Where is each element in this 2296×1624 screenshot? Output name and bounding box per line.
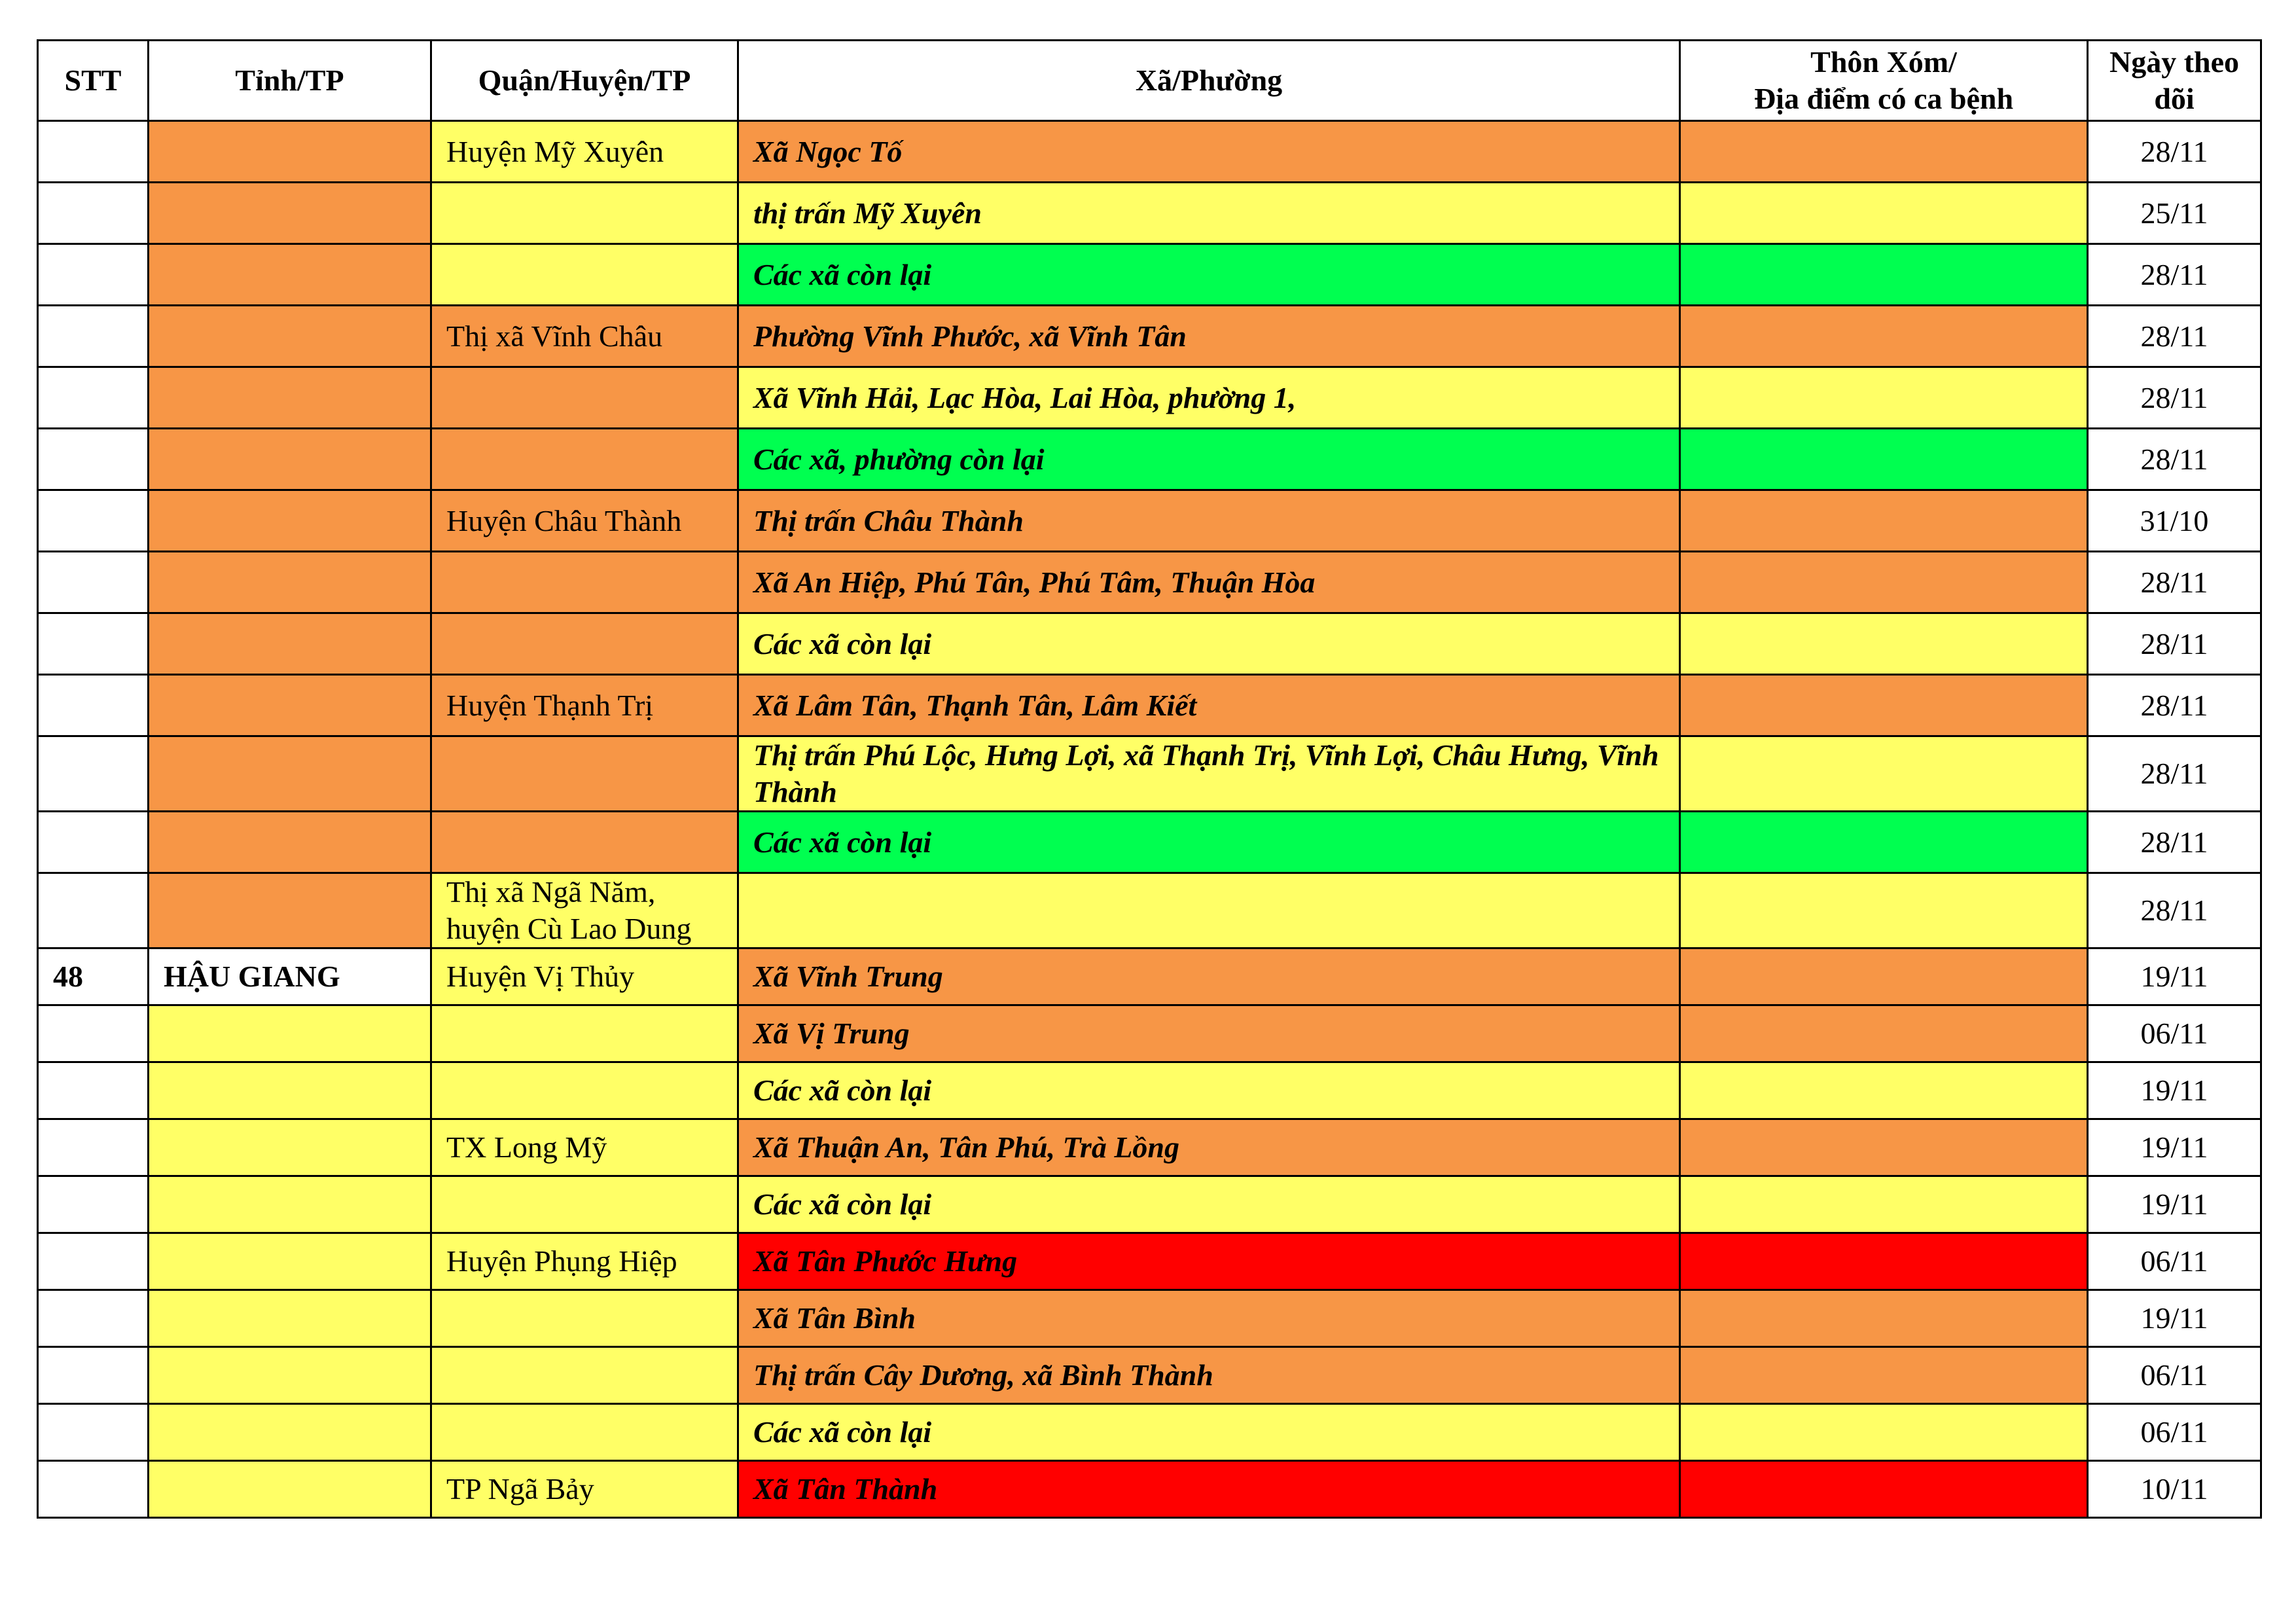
table-row	[38, 183, 2261, 244]
cell-location	[1680, 948, 2088, 1005]
table-row	[38, 244, 2261, 306]
cell-ward: Thị trấn Cây Dương, xã Bình Thành	[738, 1347, 1680, 1404]
cell-stt	[38, 675, 149, 736]
cell-date: 28/11	[2088, 873, 2261, 948]
header-location-line1: Thôn Xóm/	[1810, 45, 1957, 79]
table-row	[38, 1119, 2261, 1176]
cell-date: 19/11	[2088, 1062, 2261, 1119]
cell-district	[431, 1005, 738, 1062]
table-row	[38, 1005, 2261, 1062]
cell-ward: Xã Thuận An, Tân Phú, Trà Lồng	[738, 1119, 1680, 1176]
cell-stt	[38, 873, 149, 948]
cell-ward: Xã Tân Thành	[738, 1461, 1680, 1518]
header-ward: Xã/Phường	[738, 41, 1680, 121]
table-row	[38, 948, 2261, 1005]
cell-date: 28/11	[2088, 552, 2261, 613]
table-row	[38, 306, 2261, 367]
table-body	[38, 121, 2261, 1518]
cell-stt	[38, 1290, 149, 1347]
cell-province	[149, 1062, 431, 1119]
cell-district	[431, 552, 738, 613]
cell-province	[149, 552, 431, 613]
cell-district	[431, 613, 738, 675]
cell-date: 19/11	[2088, 1176, 2261, 1233]
cell-province	[149, 873, 431, 948]
cell-date: 28/11	[2088, 736, 2261, 812]
header-province: Tỉnh/TP	[149, 41, 431, 121]
cell-ward: thị trấn Mỹ Xuyên	[738, 183, 1680, 244]
cell-stt	[38, 1233, 149, 1290]
table-row	[38, 552, 2261, 613]
cell-ward: Xã Tân Bình	[738, 1290, 1680, 1347]
table-row	[38, 1461, 2261, 1518]
cell-date: 10/11	[2088, 1461, 2261, 1518]
cell-location	[1680, 873, 2088, 948]
cell-province	[149, 367, 431, 429]
cell-district	[431, 367, 738, 429]
cell-district	[431, 244, 738, 306]
cell-date: 19/11	[2088, 948, 2261, 1005]
cell-stt	[38, 183, 149, 244]
cell-date: 06/11	[2088, 1005, 2261, 1062]
header-location	[1680, 41, 2088, 121]
cell-district	[431, 429, 738, 490]
cell-stt	[38, 1461, 149, 1518]
cell-location	[1680, 429, 2088, 490]
cell-stt	[38, 306, 149, 367]
cell-province	[149, 244, 431, 306]
cell-date: 28/11	[2088, 244, 2261, 306]
cell-district	[431, 1176, 738, 1233]
cell-location	[1680, 1233, 2088, 1290]
cell-district: TP Ngã Bảy	[431, 1461, 738, 1518]
cell-ward: Thị trấn Phú Lộc, Hưng Lợi, xã Thạnh Trị, Vĩnh Lợi, Châu Hưng, Vĩnh Thành	[738, 736, 1680, 812]
cell-province	[149, 1176, 431, 1233]
cell-location	[1680, 183, 2088, 244]
header-date-line1: Ngày theo	[2109, 45, 2240, 79]
table-row	[38, 429, 2261, 490]
cell-ward: Phường Vĩnh Phước, xã Vĩnh Tân	[738, 306, 1680, 367]
cell-province	[149, 736, 431, 812]
cell-stt	[38, 613, 149, 675]
cell-province	[149, 1233, 431, 1290]
cell-district	[431, 736, 738, 812]
cell-stt	[38, 121, 149, 183]
cell-location	[1680, 1119, 2088, 1176]
cell-province	[149, 490, 431, 552]
table-row	[38, 873, 2261, 948]
cell-location	[1680, 367, 2088, 429]
cell-date: 28/11	[2088, 306, 2261, 367]
table-row	[38, 675, 2261, 736]
cell-date: 19/11	[2088, 1290, 2261, 1347]
cell-stt	[38, 429, 149, 490]
header-stt: STT	[38, 41, 149, 121]
header-location-line2: Địa điểm có ca bệnh	[1753, 82, 2014, 115]
cell-location	[1680, 552, 2088, 613]
table-row	[38, 1404, 2261, 1461]
cell-province: HẬU GIANG	[149, 948, 431, 1005]
table-row	[38, 490, 2261, 552]
cell-ward: Các xã còn lại	[738, 613, 1680, 675]
cell-province	[149, 183, 431, 244]
cell-province	[149, 1119, 431, 1176]
cell-stt	[38, 812, 149, 873]
header-district: Quận/Huyện/TP	[431, 41, 738, 121]
table-row	[38, 1062, 2261, 1119]
cell-district: Thị xã Vĩnh Châu	[431, 306, 738, 367]
cell-date: 25/11	[2088, 183, 2261, 244]
cell-date: 28/11	[2088, 675, 2261, 736]
cell-province	[149, 1404, 431, 1461]
cell-stt	[38, 736, 149, 812]
cell-province	[149, 675, 431, 736]
cell-location	[1680, 1005, 2088, 1062]
cell-date: 28/11	[2088, 121, 2261, 183]
header-date-line2: dõi	[2154, 82, 2195, 115]
cell-location	[1680, 675, 2088, 736]
cell-province	[149, 306, 431, 367]
cell-ward: Xã Vĩnh Trung	[738, 948, 1680, 1005]
cell-district: Huyện Thạnh Trị	[431, 675, 738, 736]
cell-stt	[38, 1404, 149, 1461]
cell-stt	[38, 1062, 149, 1119]
cell-ward: Xã Vị Trung	[738, 1005, 1680, 1062]
cell-date: 06/11	[2088, 1404, 2261, 1461]
cell-location	[1680, 736, 2088, 812]
cell-district	[431, 1404, 738, 1461]
cell-date: 19/11	[2088, 1119, 2261, 1176]
table-row	[38, 812, 2261, 873]
cell-stt	[38, 1347, 149, 1404]
cell-ward: Các xã còn lại	[738, 1176, 1680, 1233]
cell-location	[1680, 244, 2088, 306]
outbreak-table	[37, 39, 2262, 1519]
cell-ward: Các xã còn lại	[738, 1404, 1680, 1461]
cell-date: 06/11	[2088, 1233, 2261, 1290]
table-row	[38, 121, 2261, 183]
cell-stt	[38, 244, 149, 306]
cell-district: Huyện Vị Thủy	[431, 948, 738, 1005]
cell-stt	[38, 1005, 149, 1062]
cell-ward: Xã Tân Phước Hưng	[738, 1233, 1680, 1290]
cell-district: Huyện Mỹ Xuyên	[431, 121, 738, 183]
table-row	[38, 1347, 2261, 1404]
cell-location	[1680, 1176, 2088, 1233]
cell-date: 28/11	[2088, 367, 2261, 429]
cell-stt	[38, 367, 149, 429]
cell-province	[149, 812, 431, 873]
cell-date: 28/11	[2088, 613, 2261, 675]
cell-location	[1680, 812, 2088, 873]
cell-district	[431, 1290, 738, 1347]
cell-date: 28/11	[2088, 429, 2261, 490]
cell-ward: Xã Vĩnh Hải, Lạc Hòa, Lai Hòa, phường 1,	[738, 367, 1680, 429]
cell-ward	[738, 873, 1680, 948]
cell-location	[1680, 613, 2088, 675]
cell-location	[1680, 1461, 2088, 1518]
cell-district	[431, 183, 738, 244]
cell-date: 31/10	[2088, 490, 2261, 552]
cell-district: TX Long Mỹ	[431, 1119, 738, 1176]
cell-ward: Các xã còn lại	[738, 812, 1680, 873]
cell-location	[1680, 1347, 2088, 1404]
cell-province	[149, 1290, 431, 1347]
cell-province	[149, 121, 431, 183]
document-page	[37, 39, 2260, 1519]
cell-district	[431, 1062, 738, 1119]
cell-stt	[38, 1176, 149, 1233]
table-row	[38, 1290, 2261, 1347]
cell-province	[149, 429, 431, 490]
table-row	[38, 613, 2261, 675]
table-row	[38, 1233, 2261, 1290]
cell-ward: Các xã còn lại	[738, 1062, 1680, 1119]
cell-stt: 48	[38, 948, 149, 1005]
cell-ward: Xã Ngọc Tố	[738, 121, 1680, 183]
cell-location	[1680, 1290, 2088, 1347]
cell-stt	[38, 552, 149, 613]
cell-ward: Các xã còn lại	[738, 244, 1680, 306]
table-row	[38, 1176, 2261, 1233]
cell-location	[1680, 121, 2088, 183]
cell-location	[1680, 490, 2088, 552]
cell-ward: Thị trấn Châu Thành	[738, 490, 1680, 552]
table-row	[38, 367, 2261, 429]
table-header-row	[38, 41, 2261, 121]
table-row	[38, 736, 2261, 812]
cell-district	[431, 812, 738, 873]
cell-location	[1680, 1062, 2088, 1119]
cell-date: 06/11	[2088, 1347, 2261, 1404]
cell-district: Thị xã Ngã Năm, huyện Cù Lao Dung	[431, 873, 738, 948]
cell-ward: Xã Lâm Tân, Thạnh Tân, Lâm Kiết	[738, 675, 1680, 736]
cell-district: Huyện Châu Thành	[431, 490, 738, 552]
cell-ward: Các xã, phường còn lại	[738, 429, 1680, 490]
cell-province	[149, 1005, 431, 1062]
cell-district: Huyện Phụng Hiệp	[431, 1233, 738, 1290]
cell-province	[149, 1347, 431, 1404]
cell-province	[149, 1461, 431, 1518]
cell-province	[149, 613, 431, 675]
cell-location	[1680, 1404, 2088, 1461]
cell-ward: Xã An Hiệp, Phú Tân, Phú Tâm, Thuận Hòa	[738, 552, 1680, 613]
cell-district	[431, 1347, 738, 1404]
cell-stt	[38, 1119, 149, 1176]
cell-stt	[38, 490, 149, 552]
cell-date: 28/11	[2088, 812, 2261, 873]
cell-location	[1680, 306, 2088, 367]
header-date	[2088, 41, 2261, 121]
